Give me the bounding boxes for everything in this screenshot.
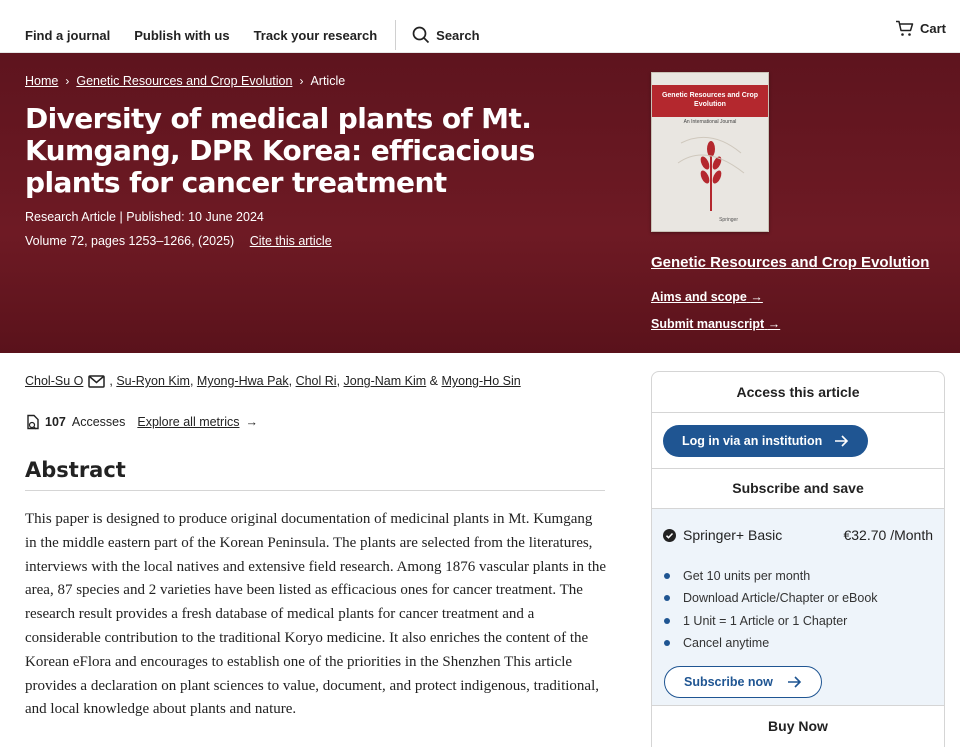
- plan-feature-text: 1 Unit = 1 Article or 1 Chapter: [683, 613, 848, 628]
- breadcrumb-journal[interactable]: Genetic Resources and Crop Evolution: [76, 74, 293, 88]
- cart-button[interactable]: [895, 20, 946, 37]
- wheat-logo-icon: [676, 133, 746, 213]
- subscribe-now-label: Subscribe now: [684, 675, 773, 689]
- bullet-icon: [664, 640, 670, 646]
- arrow-right-icon: →: [767, 317, 781, 331]
- divider: [25, 490, 605, 491]
- journal-name-link[interactable]: Genetic Resources and Crop Evolution: [651, 254, 930, 271]
- journal-cover[interactable]: [651, 72, 769, 232]
- author-link[interactable]: Jong-Nam Kim: [343, 374, 427, 388]
- nav-links: [25, 20, 480, 50]
- arrow-right-icon: [834, 435, 849, 447]
- article-citation-meta: [25, 234, 332, 248]
- access-heading: Access this article: [652, 372, 944, 413]
- nav-find-journal[interactable]: Find a journal: [25, 27, 111, 43]
- article-header: [0, 53, 960, 353]
- author-list: [25, 374, 521, 388]
- plan-feature-text: Download Article/Chapter or eBook: [683, 591, 878, 606]
- aims-scope-label: Aims and scope: [651, 290, 747, 304]
- breadcrumb: [25, 74, 345, 88]
- cover-title: Genetic Resources and Crop Evolution: [652, 85, 768, 117]
- plan-name: Springer+ Basic: [683, 527, 783, 543]
- author-link[interactable]: Chol-Su O: [25, 374, 84, 388]
- article-metrics: [25, 414, 258, 430]
- accesses-count: 107: [45, 415, 66, 429]
- plan-price: €32.70 /Month: [843, 527, 933, 543]
- abstract-heading: Abstract: [25, 458, 126, 482]
- search-label: Search: [436, 27, 480, 43]
- arrow-right-icon: →: [245, 415, 258, 429]
- abstract-text: This paper is designed to produce original documentation of medicinal plants in Mt. Kumgang in the middle eastern part of the Korean Peninsula. The plants are selected from the literatures, interviews with the local natives and extensive field research. Among 1876 vascular plants in the area, 87 species and 2 varieties have been listed as efficacious ones for cancer treatment. The research result provides a fresh database of medical plants for cancer treatment and a considerable contribution to the traditional Koryo medicine. It also enriches the content of the Korean eFlora and encourages to establish one of the priorities in the Shenzhen This article provides a declaration on plant sciences to value, document, and protect indigenous, traditional, and local knowledge about plants and nature.: [25, 511, 607, 718]
- explore-metrics-link[interactable]: Explore all metrics: [137, 415, 240, 429]
- author-separator: ,: [109, 374, 117, 388]
- institution-login-button[interactable]: [663, 425, 868, 457]
- access-panel: [651, 371, 945, 747]
- cart-icon: [895, 20, 914, 37]
- plan-feature: [664, 632, 878, 654]
- plan-feature-text: Get 10 units per month: [683, 569, 811, 584]
- cite-article-link[interactable]: Cite this article: [249, 234, 332, 248]
- bullet-icon: [664, 618, 670, 624]
- email-icon[interactable]: [88, 375, 105, 388]
- plan-feature: [664, 565, 878, 587]
- nav-divider: [395, 20, 396, 50]
- author-link[interactable]: Myong-Ho Sin: [441, 374, 521, 388]
- top-navigation: [0, 0, 960, 53]
- arrow-right-icon: →: [750, 290, 763, 304]
- nav-track[interactable]: Track your research: [253, 27, 378, 43]
- breadcrumb-home[interactable]: Home: [25, 74, 59, 88]
- volume-pages: Volume 72, pages 1253–1266, (2025): [25, 234, 235, 248]
- chevron-right-icon: ›: [299, 74, 304, 88]
- cover-subtitle: An International Journal: [683, 119, 737, 125]
- submit-manuscript-link[interactable]: [651, 317, 780, 331]
- author-link[interactable]: Su-Ryon Kim: [116, 374, 190, 388]
- author-separator: ,: [336, 374, 344, 388]
- plan-features: [664, 565, 878, 654]
- search-icon: [412, 26, 430, 44]
- breadcrumb-current: Article: [310, 74, 346, 88]
- subscribe-heading: Subscribe and save: [652, 469, 944, 509]
- article-type: Research Article: [25, 210, 117, 224]
- article-meta: [25, 210, 264, 224]
- nav-search-button[interactable]: [412, 26, 479, 44]
- aims-scope-link[interactable]: [651, 290, 763, 304]
- institution-section: [652, 413, 944, 469]
- plan-feature: [664, 587, 878, 609]
- plan-feature: [664, 610, 878, 632]
- plan-row: [663, 527, 933, 543]
- author-separator: ,: [189, 374, 197, 388]
- author-link[interactable]: Chol Ri: [295, 374, 337, 388]
- author-separator: ,: [288, 374, 296, 388]
- bullet-icon: [664, 573, 670, 579]
- check-circle-icon: [663, 529, 676, 542]
- accesses-label: Accesses: [71, 415, 126, 429]
- submit-manuscript-label: Submit manuscript: [651, 317, 765, 331]
- meta-separator: |: [119, 210, 127, 224]
- buy-now-section[interactable]: Buy Now: [652, 705, 944, 747]
- cart-label: Cart: [919, 21, 946, 36]
- bullet-icon: [664, 595, 670, 601]
- page-title: Diversity of medical plants of Mt. Kumgang, DPR Korea: efficacious plants for cancer treatment: [25, 102, 535, 199]
- chevron-right-icon: ›: [65, 74, 70, 88]
- cover-publisher: Springer: [719, 217, 738, 223]
- subscribe-now-button[interactable]: [664, 666, 822, 698]
- arrow-right-icon: [787, 676, 802, 688]
- published-date: Published: 10 June 2024: [126, 210, 264, 224]
- plan-feature-text: Cancel anytime: [683, 636, 770, 651]
- download-icon: [25, 414, 41, 430]
- author-separator: &: [426, 374, 442, 388]
- institution-login-label: Log in via an institution: [682, 434, 823, 448]
- author-link[interactable]: Myong-Hwa Pak: [196, 374, 289, 388]
- nav-publish[interactable]: Publish with us: [134, 27, 230, 43]
